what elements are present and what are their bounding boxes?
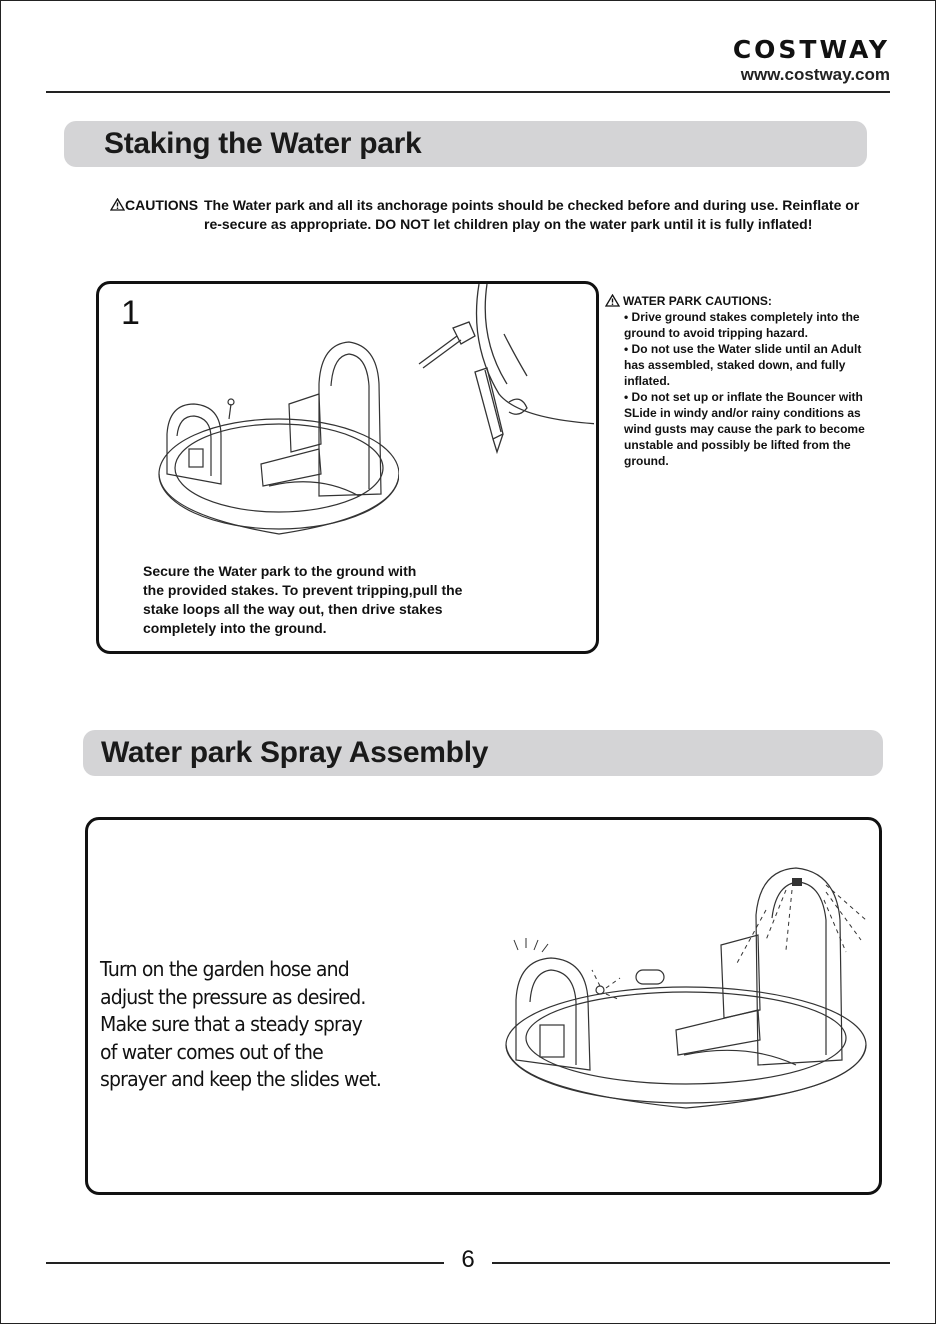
section-title: Water park Spray Assembly bbox=[101, 736, 489, 769]
side-caution-heading-text: WATER PARK CAUTIONS: bbox=[623, 294, 772, 308]
side-caution-line: unstable and possibly be lifted from the bbox=[624, 438, 851, 452]
step-1-panel bbox=[96, 281, 599, 654]
side-caution-line: ground. bbox=[624, 454, 669, 468]
caution-notice bbox=[110, 196, 880, 234]
side-caution-line: wind gusts may cause the park to become bbox=[624, 422, 865, 436]
step-line: completely into the ground. bbox=[143, 620, 327, 636]
header-divider bbox=[46, 91, 890, 93]
spray-line: sprayer and keep the slides wet. bbox=[100, 1067, 382, 1091]
spray-assembly-panel bbox=[85, 817, 882, 1195]
section-header-staking bbox=[64, 121, 867, 167]
water-park-cautions bbox=[605, 293, 875, 469]
side-caution-line: SLide in windy and/or rainy conditions as bbox=[624, 406, 861, 420]
brand-logo: COSTWAY bbox=[732, 35, 890, 64]
spray-line: Turn on the garden hose and bbox=[100, 957, 349, 981]
brand-url: www.costway.com bbox=[740, 65, 890, 84]
footer-divider-left bbox=[46, 1262, 444, 1264]
step-number: 1 bbox=[121, 294, 140, 332]
spray-line: adjust the pressure as desired. bbox=[100, 984, 366, 1009]
side-caution-items bbox=[624, 309, 875, 469]
caution-text: The Water park and all its anchorage points should be checked before and during use. Reinflate or re-secure as appropriate. DO NOT let children play on the water park until it is fully inflated! bbox=[204, 197, 860, 232]
side-caution-line: • Drive ground stakes completely into the bbox=[624, 310, 860, 324]
spray-line: of water comes out of the bbox=[100, 1039, 323, 1064]
spray-instructions bbox=[100, 956, 385, 1094]
section-title: Staking the Water park bbox=[104, 127, 422, 160]
side-caution-line: has assembled, staked down, and fully bbox=[624, 358, 846, 372]
warning-triangle-icon bbox=[605, 294, 620, 307]
water-park-illustration bbox=[149, 324, 399, 544]
spray-line: Make sure that a steady spray bbox=[100, 1012, 363, 1036]
side-caution-line: ground to avoid tripping hazard. bbox=[624, 326, 808, 340]
step-line: the provided stakes. To prevent tripping,pull the bbox=[143, 582, 463, 598]
side-caution-line: • Do not set up or inflate the Bouncer with bbox=[624, 390, 863, 404]
brand-header bbox=[733, 36, 890, 84]
step-line: stake loops all the way out, then drive stakes bbox=[143, 601, 443, 617]
side-caution-line: • Do not use the Water slide until an Adult bbox=[624, 342, 862, 356]
footer-divider-right bbox=[492, 1262, 890, 1264]
caution-label-text: CAUTIONS bbox=[125, 197, 199, 213]
side-caution-heading bbox=[605, 293, 875, 309]
water-park-spray-illustration bbox=[496, 860, 876, 1110]
side-caution-line: inflated. bbox=[624, 374, 671, 388]
warning-triangle-icon bbox=[110, 198, 125, 211]
page-number: 6 bbox=[461, 1246, 475, 1273]
stake-detail-illustration bbox=[409, 284, 594, 459]
section-header-spray bbox=[83, 730, 883, 776]
step-1-instructions bbox=[143, 562, 553, 638]
step-line: Secure the Water park to the ground with bbox=[143, 563, 417, 579]
caution-label bbox=[110, 196, 198, 215]
